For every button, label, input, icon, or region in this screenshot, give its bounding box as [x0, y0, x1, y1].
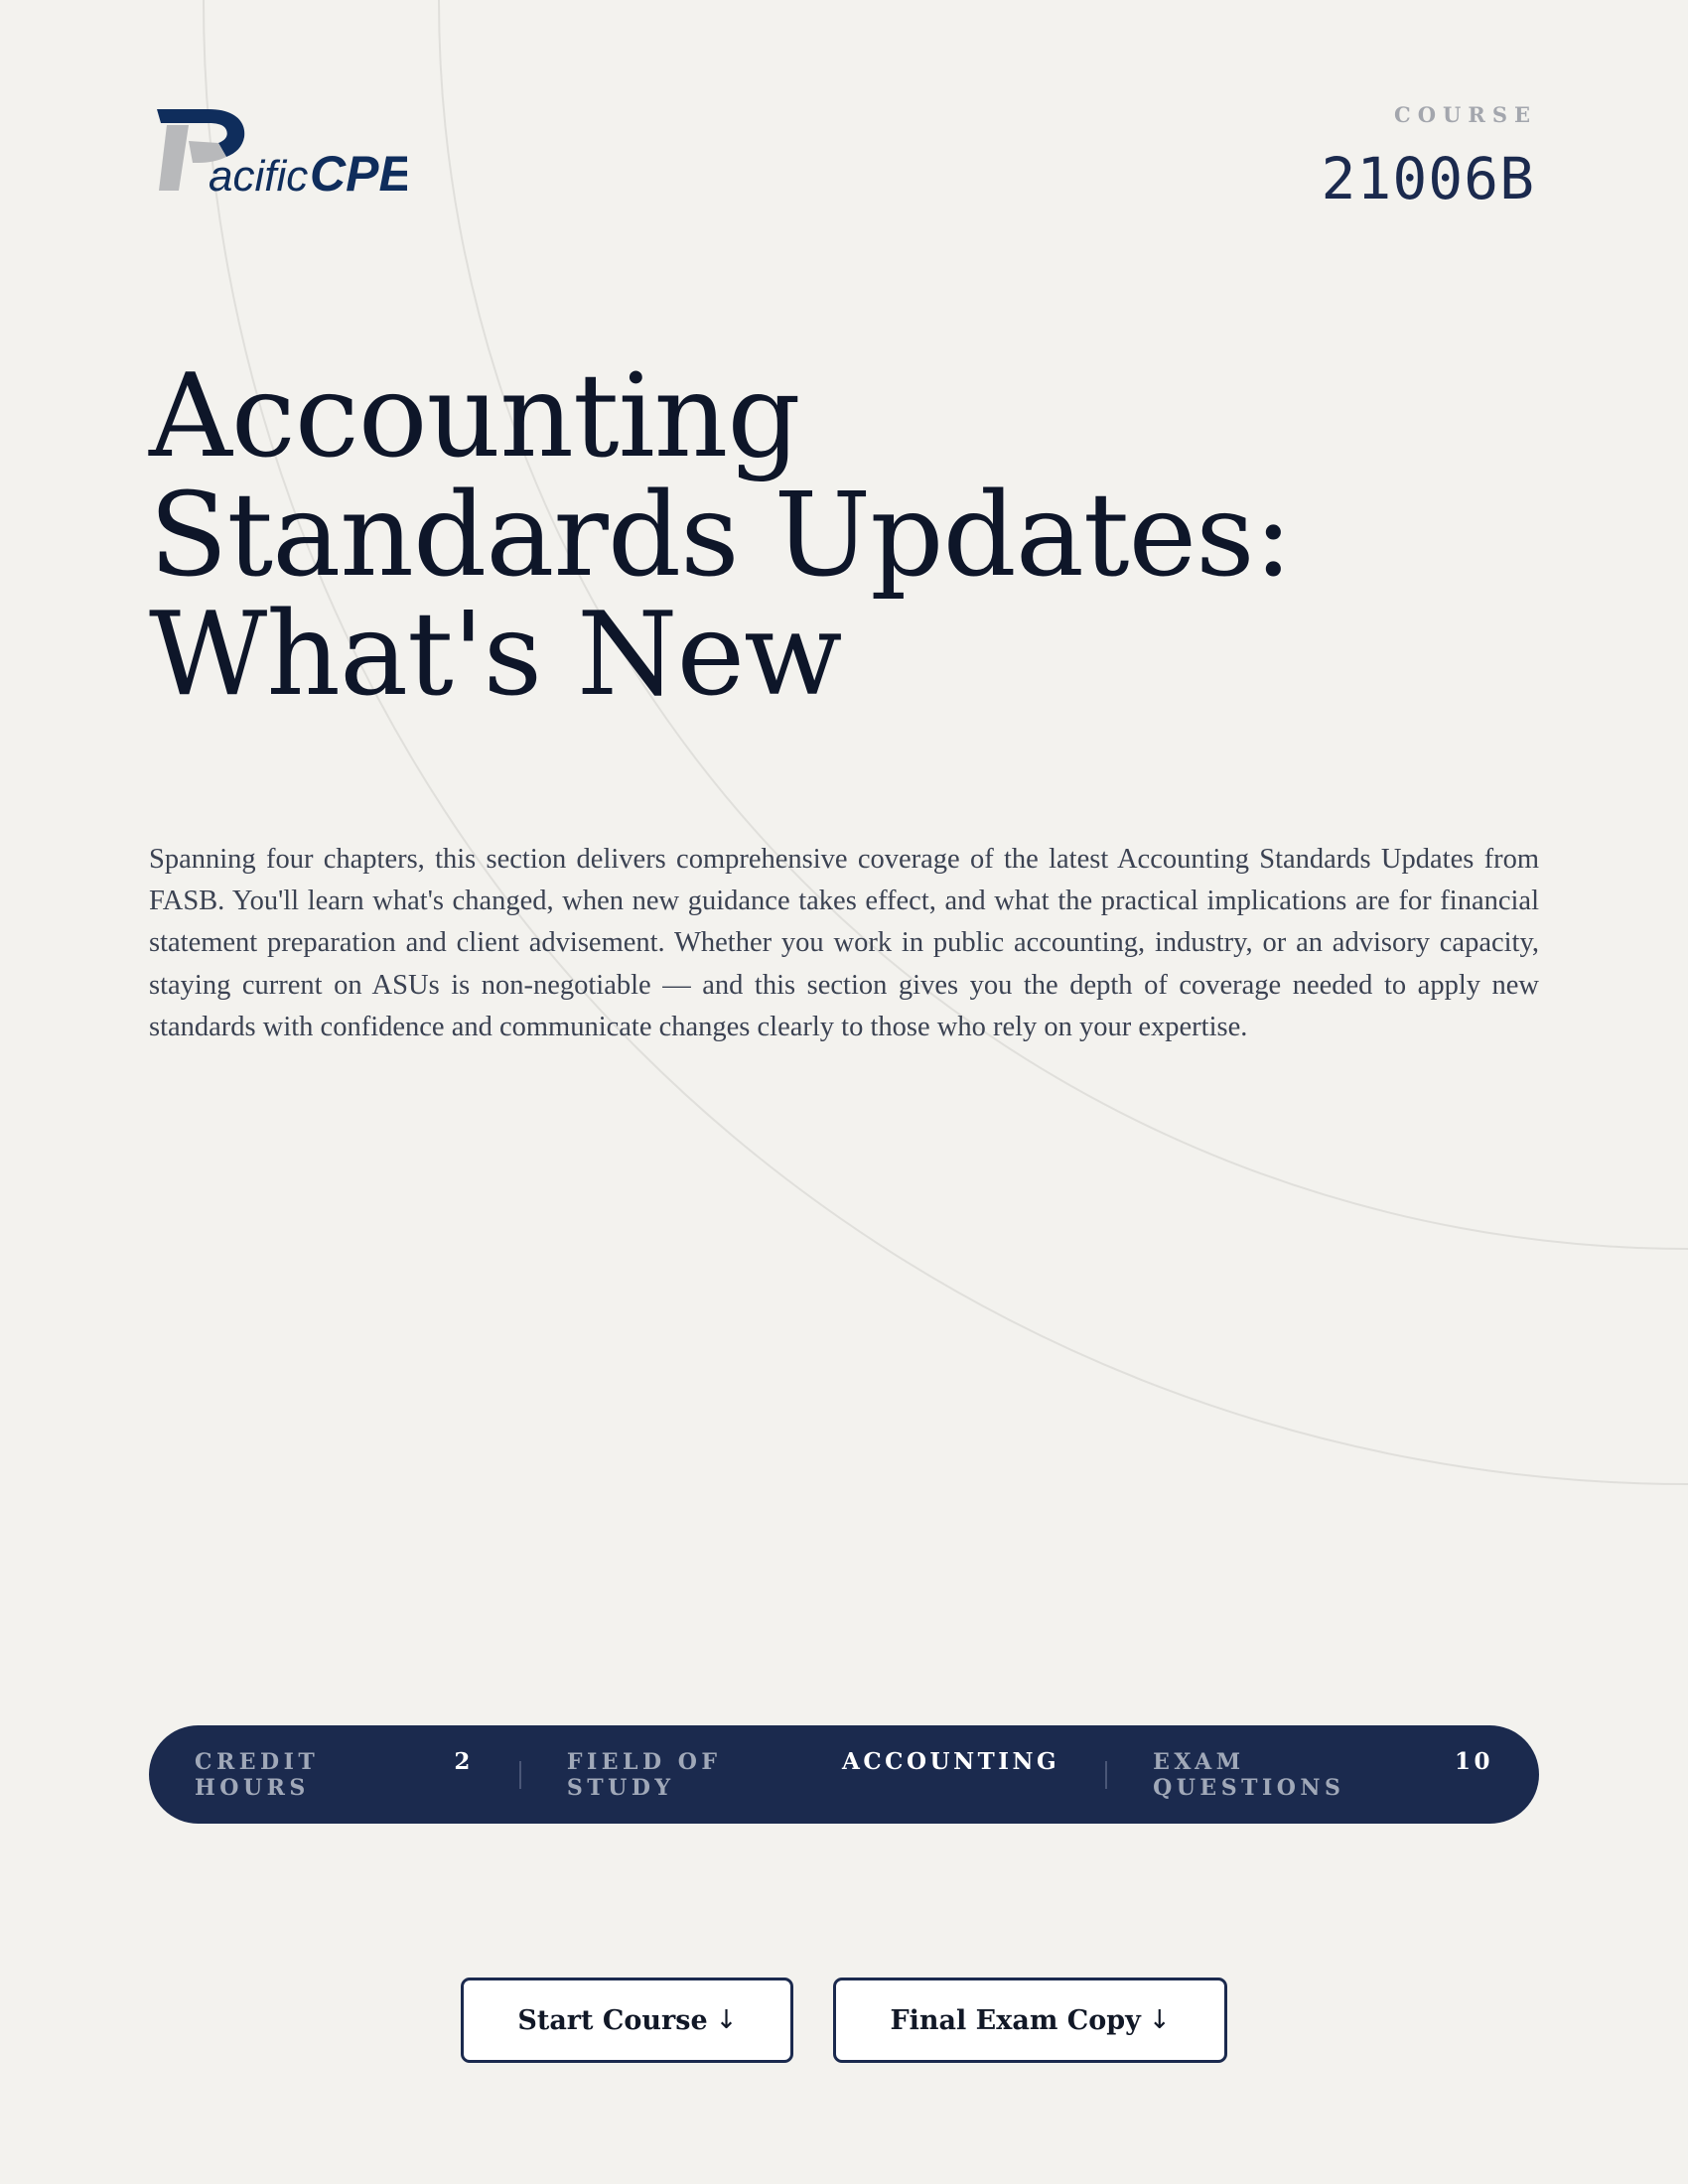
logo-text-acific: acific: [209, 152, 309, 201]
course-code: 21006B: [1321, 145, 1535, 212]
action-buttons: [0, 1978, 1688, 2063]
page-title: [149, 349, 1440, 722]
logo-text-cpe: CPE: [310, 146, 407, 202]
stat-field-of-study: [521, 1748, 1105, 1801]
start-course-button[interactable]: [461, 1978, 793, 2063]
logo-mark: [149, 103, 407, 203]
background-arc-outer: [204, 0, 1688, 1484]
final-exam-copy-button[interactable]: [833, 1978, 1226, 2063]
exam-questions-label: EXAM QUESTIONS: [1153, 1749, 1345, 1801]
title-line-2: Standards Updates:: [149, 469, 1292, 603]
title-line-1: Accounting: [149, 349, 800, 483]
exam-questions-value: 10: [1455, 1748, 1494, 1775]
course-description: Spanning four chapters, this section delivers comprehensive coverage of the latest Accounting Standards Updates from FASB. You'll learn what's changed, when new guidance takes effect, and what the practical implications are for financial statement preparation and client advisement. Whether you work in public accounting, industry, or an advisory capacity, staying current on ASUs is non-negotiable — and this section gives you the depth of coverage needed to apply new standards with confidence and communicate changes clearly to those who rely on your expertise.: [149, 844, 1539, 1042]
final-exam-copy-label: Final Exam Copy: [890, 2004, 1141, 2036]
credit-hours-label: CREDIT HOURS: [195, 1749, 320, 1801]
stat-exam-questions: [1107, 1748, 1539, 1801]
title-line-3: What's New: [149, 588, 842, 722]
stat-credit-hours: [149, 1748, 519, 1801]
arrow-down-icon: ↓: [1148, 2005, 1171, 2035]
start-course-label: Start Course: [517, 2004, 708, 2036]
credit-hours-value: 2: [454, 1748, 474, 1775]
course-stats-bar: [149, 1725, 1539, 1824]
field-of-study-value: ACCOUNTING: [842, 1748, 1060, 1775]
arrow-down-icon: ↓: [715, 2005, 738, 2035]
pacificcpe-logo[interactable]: [149, 103, 407, 203]
course-label: COURSE: [1394, 102, 1537, 127]
field-of-study-label: FIELD OF STUDY: [566, 1749, 722, 1801]
